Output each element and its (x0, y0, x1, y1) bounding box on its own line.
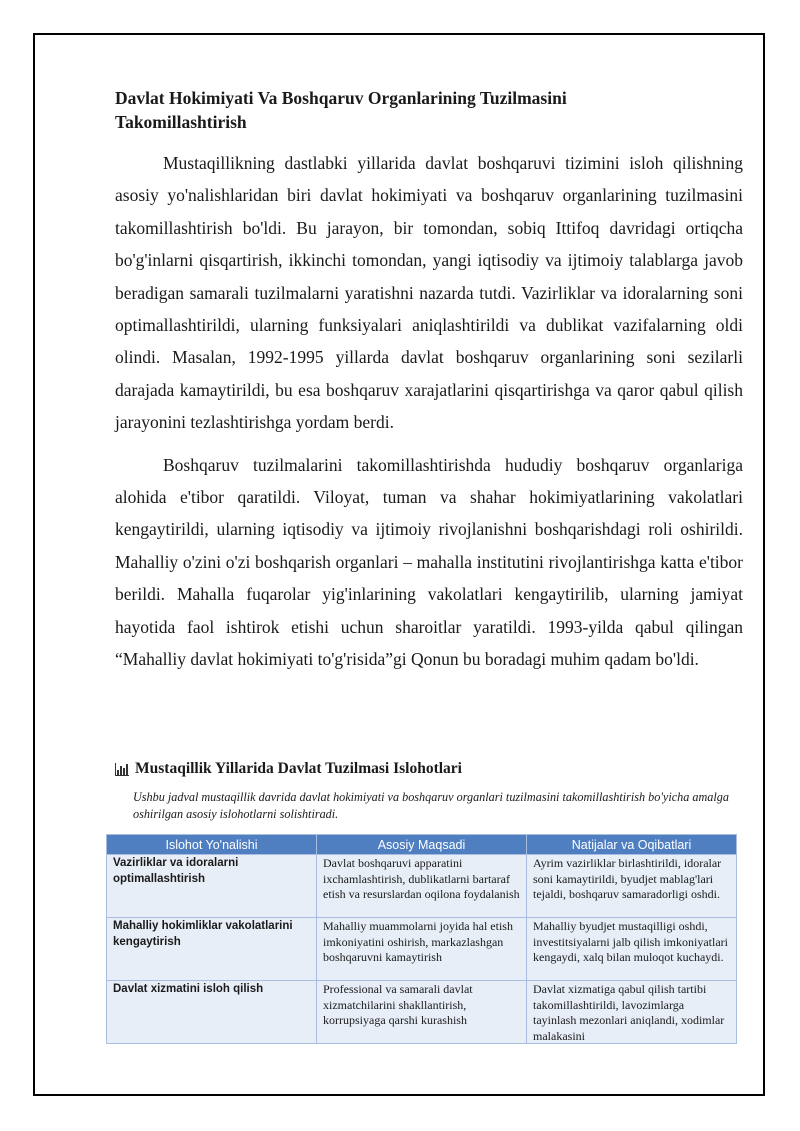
document-title: Davlat Hokimiyati Va Boshqaruv Organlarining Tuzilmasini Takomillashtirish (115, 88, 567, 132)
reform-goal-cell: Professional va samarali davlat xizmatchilarini shakllantirish, korrupsiyaga qarshi kurashish (317, 981, 527, 1044)
table-header-row (107, 835, 737, 855)
column-header: Asosiy Maqsadi (317, 835, 527, 855)
paragraph-1: Mustaqillikning dastlabki yillarida davlat boshqaruvi tizimini isloh qilishning asosiy yo'nalishlaridan biri davlat hokimiyati va boshqaruv organlarining tuzilmasini takomillashtirish bo'ldi. Bu jarayon, bir tomondan, sobiq Ittifoq davridagi ortiqcha bo'g'inlarni qisqartirish, ikkinchi tomondan, yangi iqtisodiy va ijtimoiy talablarga javob beradigan samarali tuzilmalarni yaratishni nazarda tutdi. Vazirliklar va idoralarning soni optimallashtirildi, ularning funksiyalari aniqlashtirildi va dublikat vazifalarning oldi olindi. Masalan, 1992-1995 yillarda davlat boshqaruv organlarining soni sezilarli darajada kamaytirildi, bu esa boshqaruv xarajatlarini qisqartirishga va qaror qabul qilish jarayonini tezlashtirishga yordam berdi. (115, 153, 743, 433)
reform-direction-cell: Davlat xizmatini isloh qilish (107, 981, 317, 1044)
column-header: Natijalar va Oqibatlari (527, 835, 737, 855)
table-title: Mustaqillik Yillarida Davlat Tuzilmasi Islohotlari (135, 760, 462, 777)
paragraph-2: Boshqaruv tuzilmalarini takomillashtirishda hududiy boshqaruv organlariga alohida e'tibor qaratildi. Viloyat, tuman va shahar hokimiyatlarining vakolatlari kengaytirildi, ularning iqtisodiy va ijtimoiy rivojlanishni boshqarishdagi roli oshirildi. Mahalliy o'zini o'zi boshqarish organlari – mahalla institutini rivojlantirishga katta e'tibor berildi. Mahalla fuqarolar yig'inlarining vakolatlari kengaytirilib, ularning jamiyat hayotida faol ishtirok etishi uchun sharoitlar yaratildi. 1993-yilda qabul qilingan “Mahalliy davlat hokimiyati to'g'risida”gi Qonun bu boradagi muhim qadam bo'ldi. (115, 454, 743, 670)
reform-goal-cell: Davlat boshqaruvi apparatini ixchamlashtirish, dublikatlarni bartaraf etish va resurslardan oqilona foydalanish (317, 855, 527, 918)
bar-chart-icon (115, 763, 129, 776)
reform-direction-cell: Vazirliklar va idoralarni optimallashtirish (107, 855, 317, 918)
table-row (107, 981, 737, 1044)
reforms-table (106, 834, 737, 1044)
reform-result-cell: Mahalliy byudjet mustaqilligi oshdi, investitsiyalarni jalb qilish imkoniyatlari kengaydi, xalq bilan muloqot kuchaydi. (527, 918, 737, 981)
table-row (107, 855, 737, 918)
document-body (115, 86, 743, 686)
reform-result-cell: Davlat xizmatiga qabul qilish tartibi takomillashtirildi, lavozimlarga tayinlash mezonlari aniqlandi, xodimlar malakasini (527, 981, 737, 1044)
reform-result-cell: Ayrim vazirliklar birlashtirildi, idoralar soni kamaytirildi, byudjet mablag'lari tejaldi, boshqaruv samaradorligi oshdi. (527, 855, 737, 918)
table-caption: Ushbu jadval mustaqillik davrida davlat hokimiyati va boshqaruv organlari tuzilmasini takomillashtirish bo'yicha amalga oshirilgan asosiy islohotlarni solishtiradi. (133, 790, 729, 821)
column-header: Islohot Yo'nalishi (107, 835, 317, 855)
table-heading (115, 760, 462, 778)
reform-direction-cell: Mahalliy hokimliklar vakolatlarini kengaytirish (107, 918, 317, 981)
table-row (107, 918, 737, 981)
reform-goal-cell: Mahalliy muammolarni joyida hal etish imkoniyatini oshirish, markazlashgan boshqaruvni kamaytirish (317, 918, 527, 981)
